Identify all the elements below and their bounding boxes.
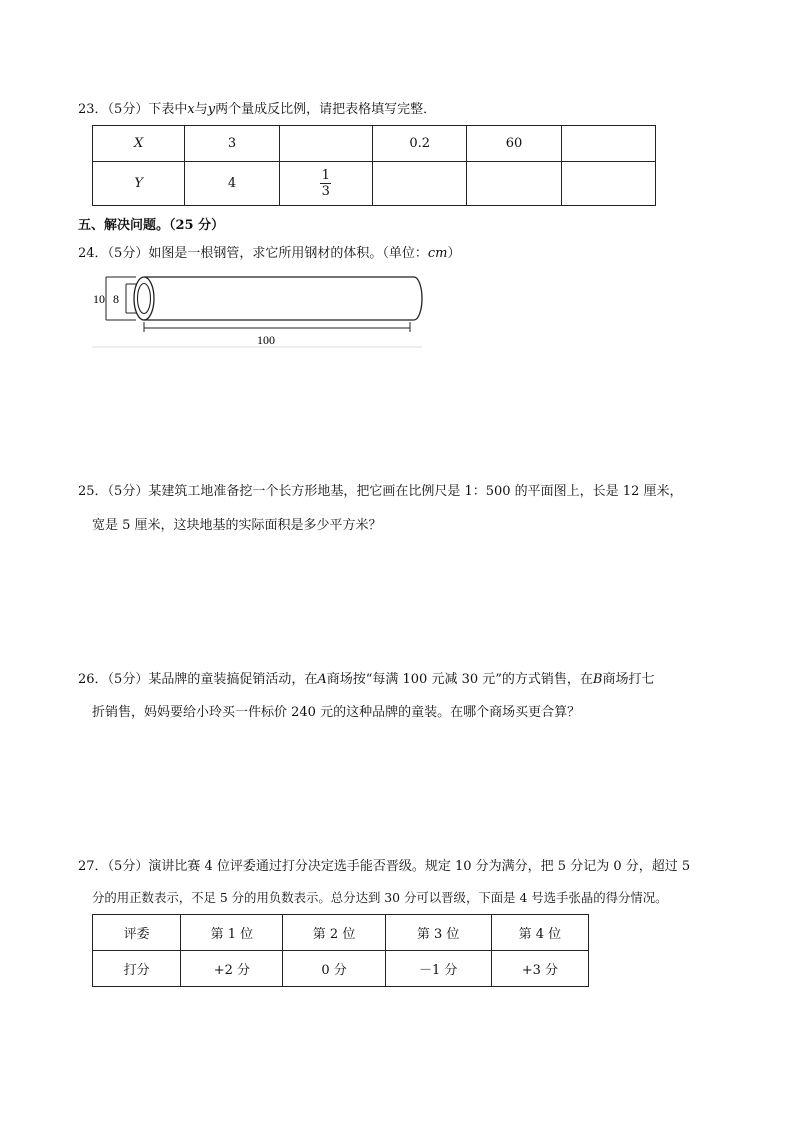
table-cell: +3 分	[491, 951, 588, 987]
steel-pipe-figure	[92, 270, 432, 350]
fraction	[320, 168, 331, 199]
table-row-x	[93, 126, 656, 162]
table-header-cell: 第 1 位	[181, 915, 283, 951]
question-score: （5分）	[107, 246, 149, 261]
question-24	[78, 244, 460, 264]
question-25	[78, 482, 682, 502]
table-header-cell: 评委	[93, 915, 181, 951]
question-text: 商场按“每满 100 元减 30 元”的方式销售，在	[326, 672, 593, 687]
question-26	[78, 670, 655, 690]
row-label-y: Y	[93, 162, 185, 206]
proportion-table	[92, 125, 656, 206]
question-number: 27．	[78, 859, 108, 874]
table-cell-blank	[372, 162, 466, 206]
table-row-y	[93, 162, 656, 206]
question-25-continued: 宽是 5 厘米，这块地基的实际面积是多少平方米？	[92, 518, 382, 533]
question-number: 26．	[78, 672, 108, 687]
question-text: ）	[447, 246, 461, 261]
fraction-numerator: 1	[321, 168, 330, 183]
question-26-continued: 折销售，妈妈要给小玲买一件标价 240 元的这种品牌的童装。在哪个商场买更合算？	[92, 705, 581, 720]
variable-x: x	[187, 102, 195, 117]
question-27-continued: 分的用正数表示，不足 5 分的用负数表示。总分达到 30 分可以晋级，下面是 4 号选手张晶的得分情况。	[92, 890, 668, 905]
variable-y: y	[207, 102, 216, 117]
table-cell: 60	[467, 126, 561, 162]
table-cell-blank	[279, 126, 372, 162]
table-header-cell: 第 4 位	[491, 915, 588, 951]
table-cell: +2 分	[181, 951, 283, 987]
question-score: （5分）	[107, 102, 149, 117]
question-text: 下表中	[148, 102, 188, 117]
table-cell-blank	[561, 126, 655, 162]
question-text: 如图是一根钢管，求它所用钢材的体积。（单位：	[148, 246, 428, 261]
table-cell: 3	[185, 126, 279, 162]
table-cell: 0 分	[283, 951, 385, 987]
row-label-x: X	[93, 126, 185, 162]
table-header-cell: 第 3 位	[385, 915, 491, 951]
table-cell-fraction	[279, 162, 372, 206]
unit-text: cm	[427, 246, 448, 261]
table-cell: 4	[185, 162, 279, 206]
question-number: 23．	[78, 102, 108, 117]
question-text: 与	[194, 102, 208, 117]
table-row	[93, 951, 589, 987]
store-a-label: A	[317, 672, 327, 687]
length-label: 100	[257, 333, 275, 347]
table-cell: 打分	[93, 951, 181, 987]
store-b-label: B	[592, 672, 603, 687]
table-header-row	[93, 915, 589, 951]
question-text: 某建筑工地准备挖一个长方形地基，把它画在比例尺是 1：500 的平面图上，长是 12 厘米，	[148, 484, 683, 499]
pipe-far-end	[414, 277, 422, 320]
question-score: （5分）	[107, 672, 149, 687]
question-27	[78, 857, 690, 877]
question-text: 两个量成反比例，请把表格填写完整．	[215, 102, 437, 117]
inner-diameter-label: 8	[113, 292, 119, 306]
score-table	[92, 914, 589, 987]
question-text: 商场打七	[602, 672, 655, 687]
question-score: （5分）	[107, 859, 149, 874]
question-text: 某品牌的童装搞促销活动，在	[148, 672, 318, 687]
table-cell: 0.2	[372, 126, 466, 162]
table-header-cell: 第 2 位	[283, 915, 385, 951]
question-score: （5分）	[107, 484, 149, 499]
section-heading: 五、解决问题。（25 分）	[78, 218, 225, 233]
table-cell-blank	[467, 162, 561, 206]
question-number: 24．	[78, 246, 108, 261]
table-cell: －1 分	[385, 951, 491, 987]
table-cell-blank	[561, 162, 655, 206]
question-number: 25．	[78, 484, 108, 499]
question-23	[78, 100, 436, 120]
fraction-denominator: 3	[321, 184, 330, 199]
question-text: 演讲比赛 4 位评委通过打分决定选手能否晋级。规定 10 分为满分，把 5 分记为 0 分，超过 5	[148, 859, 691, 874]
outer-diameter-label: 10	[93, 292, 105, 306]
pipe-inner-rim	[138, 284, 151, 314]
